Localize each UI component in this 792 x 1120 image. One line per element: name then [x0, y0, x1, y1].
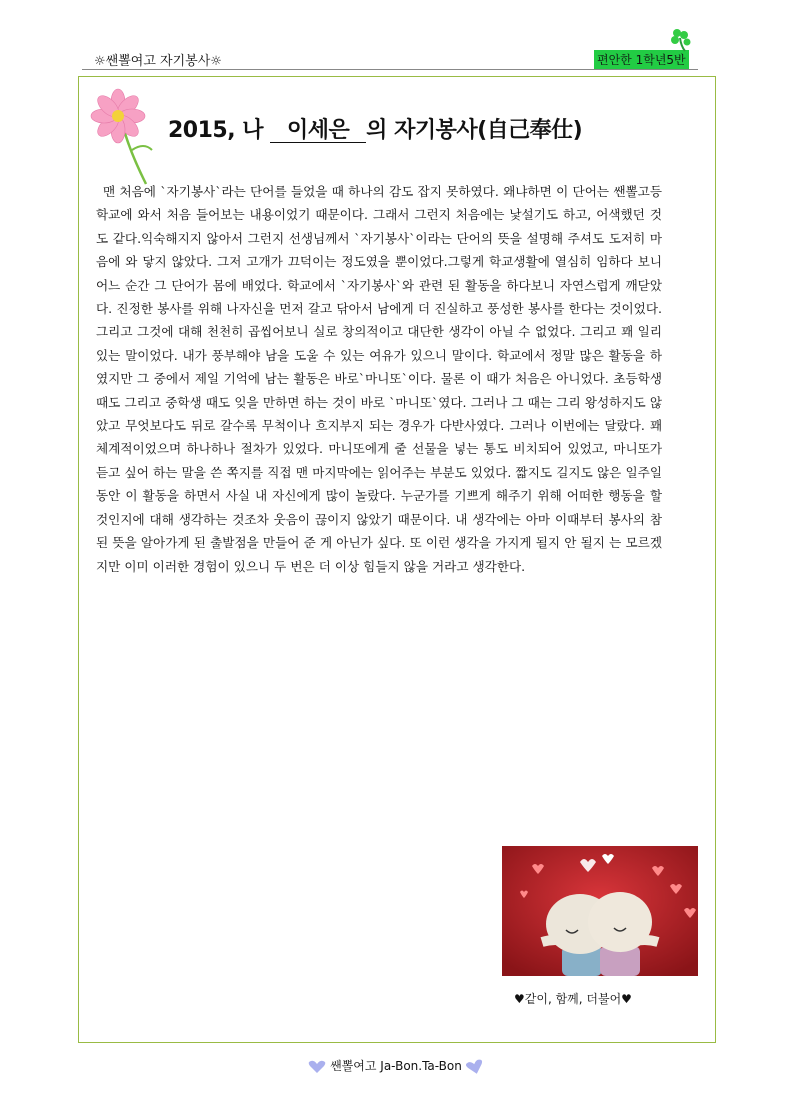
essay-body	[96, 180, 662, 578]
heart-right-icon	[466, 1059, 484, 1075]
cosmos-flower-icon	[88, 88, 160, 188]
header-divider	[82, 69, 698, 70]
header-left-title: ☼쌘뽈여고 자기봉사☼	[94, 54, 222, 69]
friends-hugging-image	[502, 846, 698, 976]
header-class-badge: 편안한 1학년5반	[594, 50, 689, 70]
essay-paragraph: 맨 처음에 `자기봉사`라는 단어를 들었을 때 하나의 감도 잡지 못하였다. 왜냐하면 이 단어는 쌘뽈고등학교에 와서 처음 들어보는 내용이었기 때문이다. 그래서 그런지 처음에는 낯설기도 하고, 어색했던 것도 같다.익숙해지지 않아서 그런지 선생님께서 `자기봉사`이라는 단어의 뜻을 설명해 주셔도 도저히 마음에 와 닿지 않았다. 그저 고개가 끄덕이는 정도였을 뿐이었다.그렇게 학교생활에 열심히 임하다 보니 어느 순간 그 단어가 몸에 배었다. 학교에서 `자기봉사`와 관련 된 활동을 하다보니 자연스럽게 깨닫았다. 진정한 봉사를 위해 나자신을 먼저 갈고 닦아서 남에게 더 진실하고 풍성한 봉사를 한다는 것이었다. 그리고 그것에 대해 천천히 곱씹어보니 실로 창의적이고 대단한 생각이 아닐 수 없었다. 그리고 꽤 일리 있는 말이었다. 내가 풍부해야 남을 도울 수 있는 여유가 있으니 말이다. 학교에서 정말 많은 활동을 하였지만 그 중에서 제일 기억에 남는 활동은 바로`마니또`이다. 물론 이 때가 처음은 아니었다. 초등학생 때도 그리고 중학생 때도 잊을 만하면 하는 것이 바로 `마니또`였다. 그러나 그 때는 그리 왕성하지도 않았고 무엇보다도 뒤로 갈수록 무척이나 흐지부지 되는 경우가 다반사였다. 그러나 이번에는 달랐다. 꽤 체계적이었으며 하나하나 절차가 있었다. 마니또에게 줄 선물을 넣는 통도 비치되어 있었고, 마니또가 듣고 싶어 하는 말을 쓴 쪽지를 직접 맨 마지막에는 읽어주는 부분도 있었다. 짧지도 길지도 않은 일주일 동안 이 활동을 하면서 사실 내 자신에게 많이 놀랐다. 누군가를 기쁘게 해주기 위해 어떠한 행동을 할 것인지에 대해 생각하는 것조차 웃음이 끊이지 않았기 때문이다. 내 생각에는 아마 이때부터 봉사의 참된 뜻을 알아가게 된 출발점을 만들어 준 게 아닌가 싶다. 또 이런 생각을 가지게 될지 안 될지 는 모르겠지만 이미 이러한 경험이 있으니 두 번은 더 이상 힘들지 않을 거라고 생각한다.	[96, 184, 662, 574]
title-author-name: 이세은	[270, 119, 366, 143]
page-title	[168, 113, 582, 144]
clover-icon	[666, 26, 694, 54]
page-footer	[0, 1057, 792, 1075]
title-prefix: 2015, 나	[168, 118, 263, 143]
title-suffix: 의 자기봉사(自己奉仕)	[366, 118, 583, 143]
image-caption: ♥같이, 함께, 더불어♥	[514, 992, 632, 1006]
footer-text: 쌘뽈여고 Ja-Bon.Ta-Bon	[330, 1059, 462, 1073]
heart-left-icon	[308, 1060, 326, 1074]
